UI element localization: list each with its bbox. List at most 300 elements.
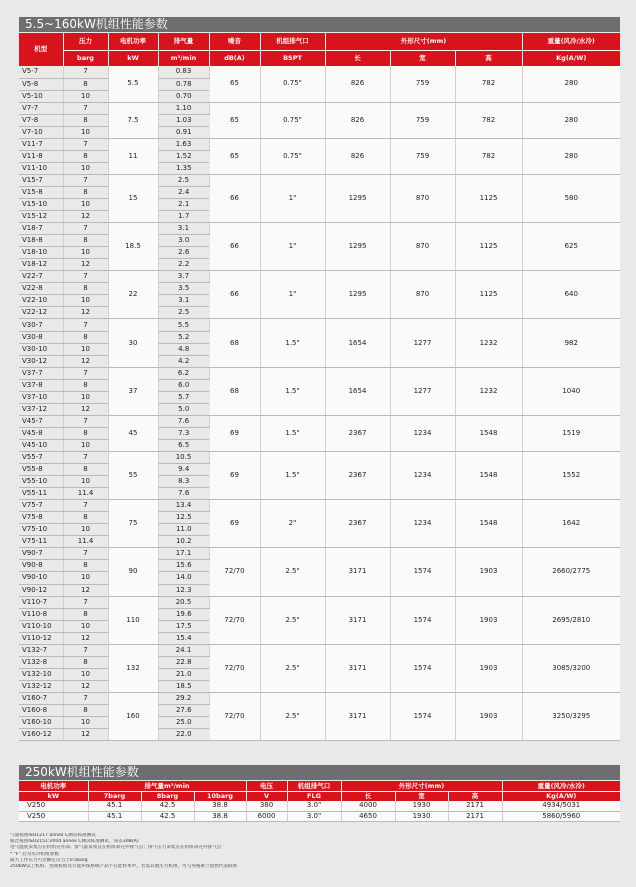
cell-power: 15 [108, 174, 158, 222]
cell-flow: 17.1 [158, 548, 209, 560]
cell-noise: 69 [209, 500, 260, 548]
cell-model: V15-8 [19, 186, 63, 198]
t2-header-dims: 外形尺寸(mm) [341, 781, 502, 791]
cell-pressure: 8 [63, 464, 108, 476]
cell-length: 1654 [325, 319, 390, 367]
table-row [19, 548, 620, 560]
cell-height: 1903 [455, 644, 522, 692]
cell-weight: 280 [522, 102, 620, 138]
cell-model: V30-12 [19, 355, 63, 367]
table-row [19, 452, 620, 464]
cell-pressure: 10 [63, 572, 108, 584]
cell-width: 1277 [390, 319, 455, 367]
table-row [19, 644, 620, 656]
cell-noise: 66 [209, 223, 260, 271]
t2-header-model-unit: kW [19, 791, 88, 801]
cell-flow: 29.2 [158, 692, 209, 704]
cell-model: V5-10 [19, 90, 63, 102]
cell-pressure: 7 [63, 174, 108, 186]
cell-flow: 22.0 [158, 729, 209, 741]
footnote: * "F" 后为水冷机组参数 [10, 851, 59, 857]
table-row [19, 811, 620, 821]
cell-model: V160-10 [19, 717, 63, 729]
table-row [19, 596, 620, 608]
cell-flow: 2.1 [158, 199, 209, 211]
header-flow-unit: m³/min [158, 50, 209, 66]
cell-noise: 69 [209, 452, 260, 500]
cell-length: 826 [325, 138, 390, 174]
cell-model: V110-7 [19, 596, 63, 608]
cell-height: 1548 [455, 415, 522, 451]
table-row [19, 271, 620, 283]
cell-width: 1930 [395, 811, 448, 821]
cell-pressure: 10 [63, 126, 108, 138]
cell-flow: 7.6 [158, 415, 209, 427]
cell-length: 4000 [341, 801, 395, 811]
table-row [19, 138, 620, 150]
cell-pressure: 7 [63, 367, 108, 379]
cell-weight: 2660/2775 [522, 548, 620, 596]
cell-pressure: 8 [63, 560, 108, 572]
cell-power: 160 [108, 692, 158, 740]
cell-model: V7-7 [19, 102, 63, 114]
cell-flow: 2.5 [158, 174, 209, 186]
cell-model: V22-7 [19, 271, 63, 283]
cell-pressure: 8 [63, 379, 108, 391]
cell-width: 759 [390, 102, 455, 138]
cell-weight: 1642 [522, 500, 620, 548]
cell-height: 1903 [455, 692, 522, 740]
cell-length: 826 [325, 102, 390, 138]
cell-model: V37-7 [19, 367, 63, 379]
t2-header-length: 长 [341, 791, 395, 801]
cell-flow: 13.4 [158, 500, 209, 512]
cell-model: V30-10 [19, 343, 63, 355]
table-row [19, 692, 620, 704]
cell-flow: 10.5 [158, 452, 209, 464]
cell-flow: 11.0 [158, 524, 209, 536]
footnote: 噪音按照ISO2151:2004 annex C测试标准测试，误差3dB(A) [10, 839, 139, 845]
cell-voltage: 380 [246, 801, 287, 811]
cell-flow: 0.78 [158, 78, 209, 90]
cell-weight: 4934/5031 [502, 801, 620, 811]
cell-flow: 2.4 [158, 186, 209, 198]
t2-header-voltage: 电压 [246, 781, 287, 791]
cell-length: 4650 [341, 811, 395, 821]
cell-pressure: 8 [63, 427, 108, 439]
cell-p8: 42.5 [141, 801, 194, 811]
cell-power: 75 [108, 500, 158, 548]
cell-pressure: 10 [63, 476, 108, 488]
cell-pressure: 8 [63, 656, 108, 668]
cell-noise: 65 [209, 102, 260, 138]
cell-power: 90 [108, 548, 158, 596]
cell-length: 1295 [325, 223, 390, 271]
cell-weight: 2695/2810 [522, 596, 620, 644]
cell-pressure: 8 [63, 114, 108, 126]
t2-header-voltage-unit: V [246, 791, 287, 801]
cell-flow: 21.0 [158, 668, 209, 680]
table-row [19, 66, 620, 78]
cell-pressure: 10 [63, 391, 108, 403]
cell-outlet: 1" [260, 223, 325, 271]
cell-model: V110-8 [19, 608, 63, 620]
cell-model: V15-12 [19, 211, 63, 223]
header-power: 电机功率 [108, 33, 158, 50]
cell-flow: 4.2 [158, 355, 209, 367]
cell-pressure: 10 [63, 199, 108, 211]
cell-width: 870 [390, 223, 455, 271]
cell-outlet: 2.5" [260, 548, 325, 596]
cell-width: 1574 [390, 548, 455, 596]
cell-outlet: 1.5" [260, 452, 325, 500]
cell-pressure: 7 [63, 223, 108, 235]
cell-model: V11-8 [19, 150, 63, 162]
cell-pressure: 7 [63, 692, 108, 704]
cell-model: V110-10 [19, 620, 63, 632]
cell-flow: 3.1 [158, 223, 209, 235]
cell-length: 1654 [325, 367, 390, 415]
header-pressure-unit: barg [63, 50, 108, 66]
cell-flow: 3.5 [158, 283, 209, 295]
cell-pressure: 10 [63, 620, 108, 632]
cell-model: V250 [19, 811, 88, 821]
cell-model: V160-8 [19, 704, 63, 716]
cell-flow: 0.91 [158, 126, 209, 138]
cell-width: 870 [390, 271, 455, 319]
cell-noise: 68 [209, 367, 260, 415]
cell-flow: 3.7 [158, 271, 209, 283]
cell-pressure: 10 [63, 668, 108, 680]
cell-pressure: 12 [63, 729, 108, 741]
cell-pressure: 12 [63, 307, 108, 319]
cell-pressure: 10 [63, 90, 108, 102]
cell-power: 5.5 [108, 66, 158, 102]
cell-model: V22-10 [19, 295, 63, 307]
cell-width: 1574 [390, 692, 455, 740]
cell-p10: 38.8 [194, 801, 246, 811]
table-row [19, 223, 620, 235]
cell-outlet: 3.0" [287, 801, 341, 811]
cell-noise: 68 [209, 319, 260, 367]
cell-weight: 625 [522, 223, 620, 271]
performance-table-250kw [19, 781, 620, 822]
cell-weight: 1519 [522, 415, 620, 451]
cell-flow: 0.70 [158, 90, 209, 102]
cell-pressure: 12 [63, 259, 108, 271]
cell-length: 2367 [325, 500, 390, 548]
cell-height: 1903 [455, 548, 522, 596]
header-power-unit: kW [108, 50, 158, 66]
cell-flow: 6.5 [158, 439, 209, 451]
cell-flow: 4.8 [158, 343, 209, 355]
cell-model: V55-10 [19, 476, 63, 488]
cell-flow: 15.6 [158, 560, 209, 572]
cell-pressure: 11.4 [63, 536, 108, 548]
cell-pressure: 10 [63, 247, 108, 259]
cell-height: 782 [455, 138, 522, 174]
cell-pressure: 12 [63, 355, 108, 367]
cell-pressure: 7 [63, 644, 108, 656]
cell-pressure: 8 [63, 608, 108, 620]
cell-noise: 72/70 [209, 596, 260, 644]
cell-model: V55-8 [19, 464, 63, 476]
cell-weight: 280 [522, 66, 620, 102]
cell-pressure: 10 [63, 717, 108, 729]
cell-weight: 982 [522, 319, 620, 367]
cell-length: 2367 [325, 452, 390, 500]
cell-flow: 8.3 [158, 476, 209, 488]
table-row [19, 801, 620, 811]
cell-model: V55-7 [19, 452, 63, 464]
cell-flow: 2.6 [158, 247, 209, 259]
cell-width: 1277 [390, 367, 455, 415]
t2-header-weight: 重量(风冷/水冷) [502, 781, 620, 791]
cell-height: 1232 [455, 319, 522, 367]
cell-model: V18-10 [19, 247, 63, 259]
header-length: 长 [325, 50, 390, 66]
cell-length: 826 [325, 66, 390, 102]
cell-noise: 72/70 [209, 644, 260, 692]
header-dims: 外形尺寸(mm) [325, 33, 522, 50]
cell-weight: 5860/5960 [502, 811, 620, 821]
header-model: 机型 [19, 33, 63, 66]
cell-height: 1125 [455, 271, 522, 319]
cell-model: V55-11 [19, 488, 63, 500]
cell-model: V22-8 [19, 283, 63, 295]
cell-pressure: 12 [63, 584, 108, 596]
cell-model: V132-8 [19, 656, 63, 668]
section1-title: 5.5~160kW机组性能参数 [19, 17, 620, 32]
footnote: 进气温度采集点在机组壳外部；排气量采集点在机组罩壳外排气点；排气压力采集点在机组罩壳外排气点 [10, 845, 222, 851]
cell-noise: 72/70 [209, 548, 260, 596]
cell-model: V110-12 [19, 632, 63, 644]
cell-model: V5-8 [19, 78, 63, 90]
cell-pressure: 7 [63, 319, 108, 331]
cell-pressure: 8 [63, 150, 108, 162]
cell-model: V160-12 [19, 729, 63, 741]
cell-width: 1574 [390, 596, 455, 644]
cell-width: 1234 [390, 500, 455, 548]
header-outlet: 机组排气口 [260, 33, 325, 50]
cell-weight: 640 [522, 271, 620, 319]
cell-model: V45-10 [19, 439, 63, 451]
cell-flow: 10.2 [158, 536, 209, 548]
cell-flow: 3.1 [158, 295, 209, 307]
cell-pressure: 10 [63, 524, 108, 536]
cell-model: V90-10 [19, 572, 63, 584]
cell-pressure: 8 [63, 186, 108, 198]
cell-model: V132-7 [19, 644, 63, 656]
cell-flow: 6.0 [158, 379, 209, 391]
cell-pressure: 8 [63, 78, 108, 90]
cell-height: 1548 [455, 500, 522, 548]
cell-p8: 42.5 [141, 811, 194, 821]
t2-header-flow: 排气量m³/min [88, 781, 246, 791]
cell-noise: 66 [209, 271, 260, 319]
t2-header-weight-unit: Kg(A/W) [502, 791, 620, 801]
cell-model: V30-7 [19, 319, 63, 331]
footnote: 最大工作压力可达额定压力上0.5barg [10, 857, 88, 863]
cell-outlet: 2.5" [260, 692, 325, 740]
cell-pressure: 7 [63, 102, 108, 114]
cell-flow: 2.2 [158, 259, 209, 271]
cell-pressure: 12 [63, 211, 108, 223]
cell-flow: 15.4 [158, 632, 209, 644]
cell-flow: 0.83 [158, 66, 209, 78]
cell-pressure: 7 [63, 452, 108, 464]
cell-power: 132 [108, 644, 158, 692]
cell-model: V11-7 [19, 138, 63, 150]
table-row [19, 367, 620, 379]
cell-flow: 14.0 [158, 572, 209, 584]
cell-model: V90-8 [19, 560, 63, 572]
cell-flow: 12.5 [158, 512, 209, 524]
cell-flow: 7.3 [158, 427, 209, 439]
cell-model: V5-7 [19, 66, 63, 78]
cell-model: V250 [19, 801, 88, 811]
cell-pressure: 12 [63, 403, 108, 415]
cell-model: V90-7 [19, 548, 63, 560]
cell-flow: 25.0 [158, 717, 209, 729]
cell-pressure: 8 [63, 704, 108, 716]
cell-model: V75-7 [19, 500, 63, 512]
cell-model: V75-8 [19, 512, 63, 524]
cell-p7: 45.1 [88, 811, 141, 821]
cell-weight: 1552 [522, 452, 620, 500]
cell-pressure: 10 [63, 162, 108, 174]
cell-flow: 9.4 [158, 464, 209, 476]
header-height: 高 [455, 50, 522, 66]
section2-title: 250kW机组性能参数 [19, 765, 620, 780]
cell-height: 1125 [455, 223, 522, 271]
cell-outlet: 1" [260, 271, 325, 319]
cell-flow: 19.6 [158, 608, 209, 620]
cell-pressure: 7 [63, 596, 108, 608]
cell-flow: 5.7 [158, 391, 209, 403]
cell-outlet: 2.5" [260, 596, 325, 644]
footnote: 250kW以上机组、变频机组及节能环保系统产品不在此样本中，若需其他压力机组，可与英格索兰销售代表联系 [10, 864, 238, 870]
cell-pressure: 7 [63, 500, 108, 512]
cell-model: V37-10 [19, 391, 63, 403]
cell-flow: 1.7 [158, 211, 209, 223]
cell-model: V75-11 [19, 536, 63, 548]
t2-header-model: 电机功率 [19, 781, 88, 791]
cell-noise: 66 [209, 174, 260, 222]
cell-flow: 5.2 [158, 331, 209, 343]
cell-pressure: 10 [63, 439, 108, 451]
cell-flow: 18.5 [158, 680, 209, 692]
cell-flow: 5.5 [158, 319, 209, 331]
cell-outlet: 0.75" [260, 66, 325, 102]
cell-width: 759 [390, 66, 455, 102]
cell-height: 1125 [455, 174, 522, 222]
cell-weight: 580 [522, 174, 620, 222]
cell-power: 55 [108, 452, 158, 500]
cell-model: V132-10 [19, 668, 63, 680]
cell-model: V37-8 [19, 379, 63, 391]
cell-flow: 2.5 [158, 307, 209, 319]
cell-model: V15-10 [19, 199, 63, 211]
cell-outlet: 0.75" [260, 138, 325, 174]
cell-outlet: 0.75" [260, 102, 325, 138]
cell-model: V11-10 [19, 162, 63, 174]
cell-length: 3171 [325, 596, 390, 644]
cell-flow: 24.1 [158, 644, 209, 656]
cell-width: 1234 [390, 415, 455, 451]
header-weight: 重量(风冷/水冷) [522, 33, 620, 50]
cell-pressure: 7 [63, 548, 108, 560]
t2-header-p10: 10barg [194, 791, 246, 801]
cell-length: 3171 [325, 692, 390, 740]
cell-flow: 5.0 [158, 403, 209, 415]
cell-pressure: 8 [63, 283, 108, 295]
footnote: 气量按照ISO1217 annex C测试标准测试 [10, 833, 96, 838]
cell-pressure: 7 [63, 271, 108, 283]
cell-flow: 1.52 [158, 150, 209, 162]
cell-weight: 280 [522, 138, 620, 174]
cell-width: 1930 [395, 801, 448, 811]
cell-power: 18.5 [108, 223, 158, 271]
cell-model: V132-12 [19, 680, 63, 692]
cell-power: 37 [108, 367, 158, 415]
cell-pressure: 7 [63, 138, 108, 150]
cell-length: 2367 [325, 415, 390, 451]
cell-height: 1548 [455, 452, 522, 500]
cell-width: 1234 [390, 452, 455, 500]
cell-model: V15-7 [19, 174, 63, 186]
cell-noise: 72/70 [209, 692, 260, 740]
cell-pressure: 12 [63, 632, 108, 644]
cell-model: V22-12 [19, 307, 63, 319]
cell-power: 22 [108, 271, 158, 319]
header-outlet-unit: BSPT [260, 50, 325, 66]
cell-height: 1903 [455, 596, 522, 644]
t2-header-p7: 7barg [88, 791, 141, 801]
cell-voltage: 6000 [246, 811, 287, 821]
cell-flow: 1.63 [158, 138, 209, 150]
cell-model: V37-12 [19, 403, 63, 415]
table-row [19, 415, 620, 427]
cell-outlet: 1.5" [260, 319, 325, 367]
cell-flow: 1.03 [158, 114, 209, 126]
cell-flow: 17.5 [158, 620, 209, 632]
footnotes [10, 833, 620, 870]
cell-model: V18-12 [19, 259, 63, 271]
cell-noise: 65 [209, 66, 260, 102]
cell-flow: 1.35 [158, 162, 209, 174]
table-row [19, 102, 620, 114]
cell-pressure: 8 [63, 512, 108, 524]
header-noise-unit: dB(A) [209, 50, 260, 66]
cell-model: V75-10 [19, 524, 63, 536]
cell-model: V7-8 [19, 114, 63, 126]
cell-noise: 65 [209, 138, 260, 174]
cell-model: V45-8 [19, 427, 63, 439]
cell-pressure: 8 [63, 331, 108, 343]
cell-outlet: 2.5" [260, 644, 325, 692]
cell-pressure: 7 [63, 66, 108, 78]
cell-flow: 7.6 [158, 488, 209, 500]
cell-power: 11 [108, 138, 158, 174]
t2-header-width: 宽 [395, 791, 448, 801]
header-flow: 排气量 [158, 33, 209, 50]
cell-weight: 3085/3200 [522, 644, 620, 692]
table-row [19, 319, 620, 331]
cell-length: 1295 [325, 271, 390, 319]
cell-width: 759 [390, 138, 455, 174]
cell-power: 30 [108, 319, 158, 367]
